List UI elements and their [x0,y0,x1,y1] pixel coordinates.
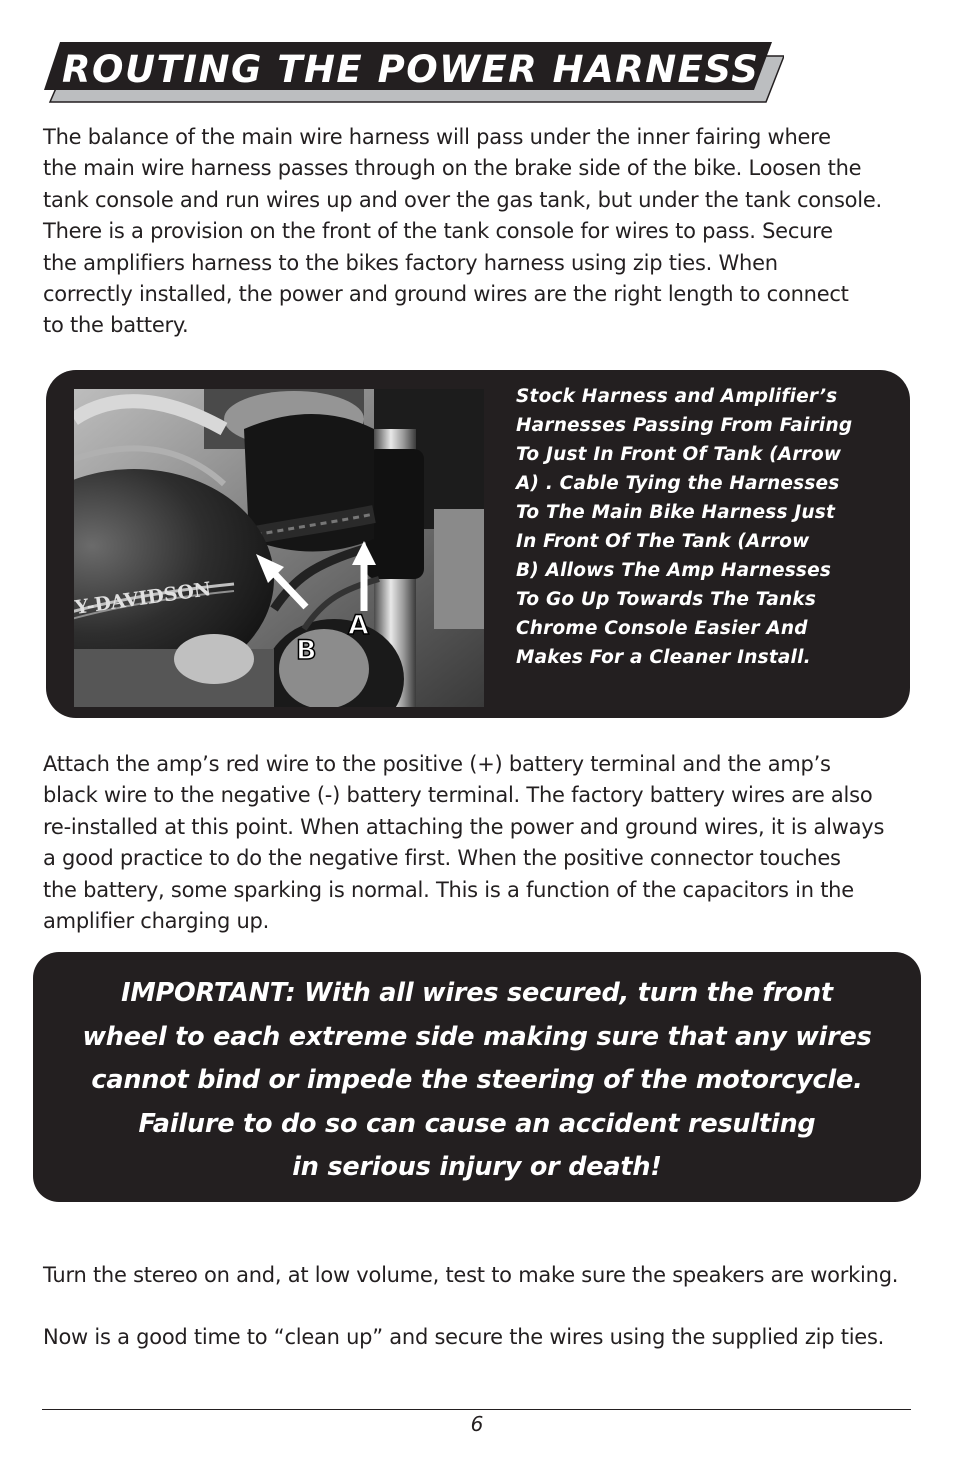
tank-lettering: Y-DAVIDSON [74,578,213,619]
page-number: 6 [470,1412,484,1436]
photo-caption [516,382,852,672]
motorcycle-photo-illustration [74,389,484,707]
harness-routing-photo [74,389,484,707]
battery-line: the battery, some sparking is normal. This is a function of the capacitors in the [43,877,854,902]
intro-line: The balance of the main wire harness will pass under the inner fairing where [43,125,831,149]
caption-line: In Front Of The Tank (Arrow [516,531,810,552]
intro-line: tank console and run wires up and over the gas tank, but under the tank console. [43,187,882,212]
battery-line: a good practice to do the negative first. When the positive connector touches [43,846,841,871]
test-line: Turn the stereo on and, at low volume, test to make sure the speakers are working. [43,1263,899,1287]
intro-line: to the battery. [43,313,189,338]
photo-panel [46,370,910,718]
caption-line: Chrome Console Easier And [516,618,808,639]
intro-line: the main wire harness passes through on the brake side of the bike. Loosen the [43,156,862,181]
arrow-b-label: B [296,635,317,666]
caption-line: To The Main Bike Harness Just [516,502,836,523]
caption-line: Stock Harness and Amplifier’s [516,386,838,407]
section-title-banner [44,42,784,104]
battery-line: black wire to the negative (-) battery terminal. The factory battery wires are also [43,783,873,808]
warning-line: in serious injury or death! [292,1152,662,1182]
cleanup-line: Now is a good time to “clean up” and secure the wires using the supplied zip ties. [43,1325,885,1349]
warning-text [33,972,921,1190]
intro-line: There is a provision on the front of the tank console for wires to pass. Secure [43,219,833,244]
caption-line: To Go Up Towards The Tanks [516,589,817,610]
caption-line: Makes For a Cleaner Install. [516,647,811,668]
battery-paragraph [43,749,884,937]
battery-line: amplifier charging up. [43,909,270,934]
warning-line: wheel to each extreme side making sure that any wires [82,1021,872,1052]
test-speakers-paragraph [43,1260,898,1291]
intro-line: correctly installed, the power and ground wires are the right length to connect [43,282,849,307]
warning-line: cannot bind or impede the steering of the motorcycle. [91,1065,863,1095]
caption-line: Harnesses Passing From Fairing [516,415,853,436]
warning-line: Failure to do so can cause an accident resulting [138,1108,816,1139]
warning-line: IMPORTANT: With all wires secured, turn the front [121,978,833,1008]
caption-line: B) Allows The Amp Harnesses [516,560,832,581]
battery-line: re-installed at this point. When attaching the power and ground wires, it is always [43,814,885,839]
cleanup-paragraph [43,1322,884,1353]
battery-line: Attach the amp’s red wire to the positive (+) battery terminal and the amp’s [43,752,831,776]
intro-line: the amplifiers harness to the bikes factory harness using zip ties. When [43,250,778,275]
caption-line: A) . Cable Tying the Harnesses [516,473,840,494]
caption-line: To Just In Front Of Tank (Arrow [516,444,842,465]
intro-paragraph [43,122,882,342]
important-warning-box [33,952,921,1202]
page-title: ROUTING THE POWER HARNESS [62,48,760,91]
arrow-a-label: A [348,610,369,641]
